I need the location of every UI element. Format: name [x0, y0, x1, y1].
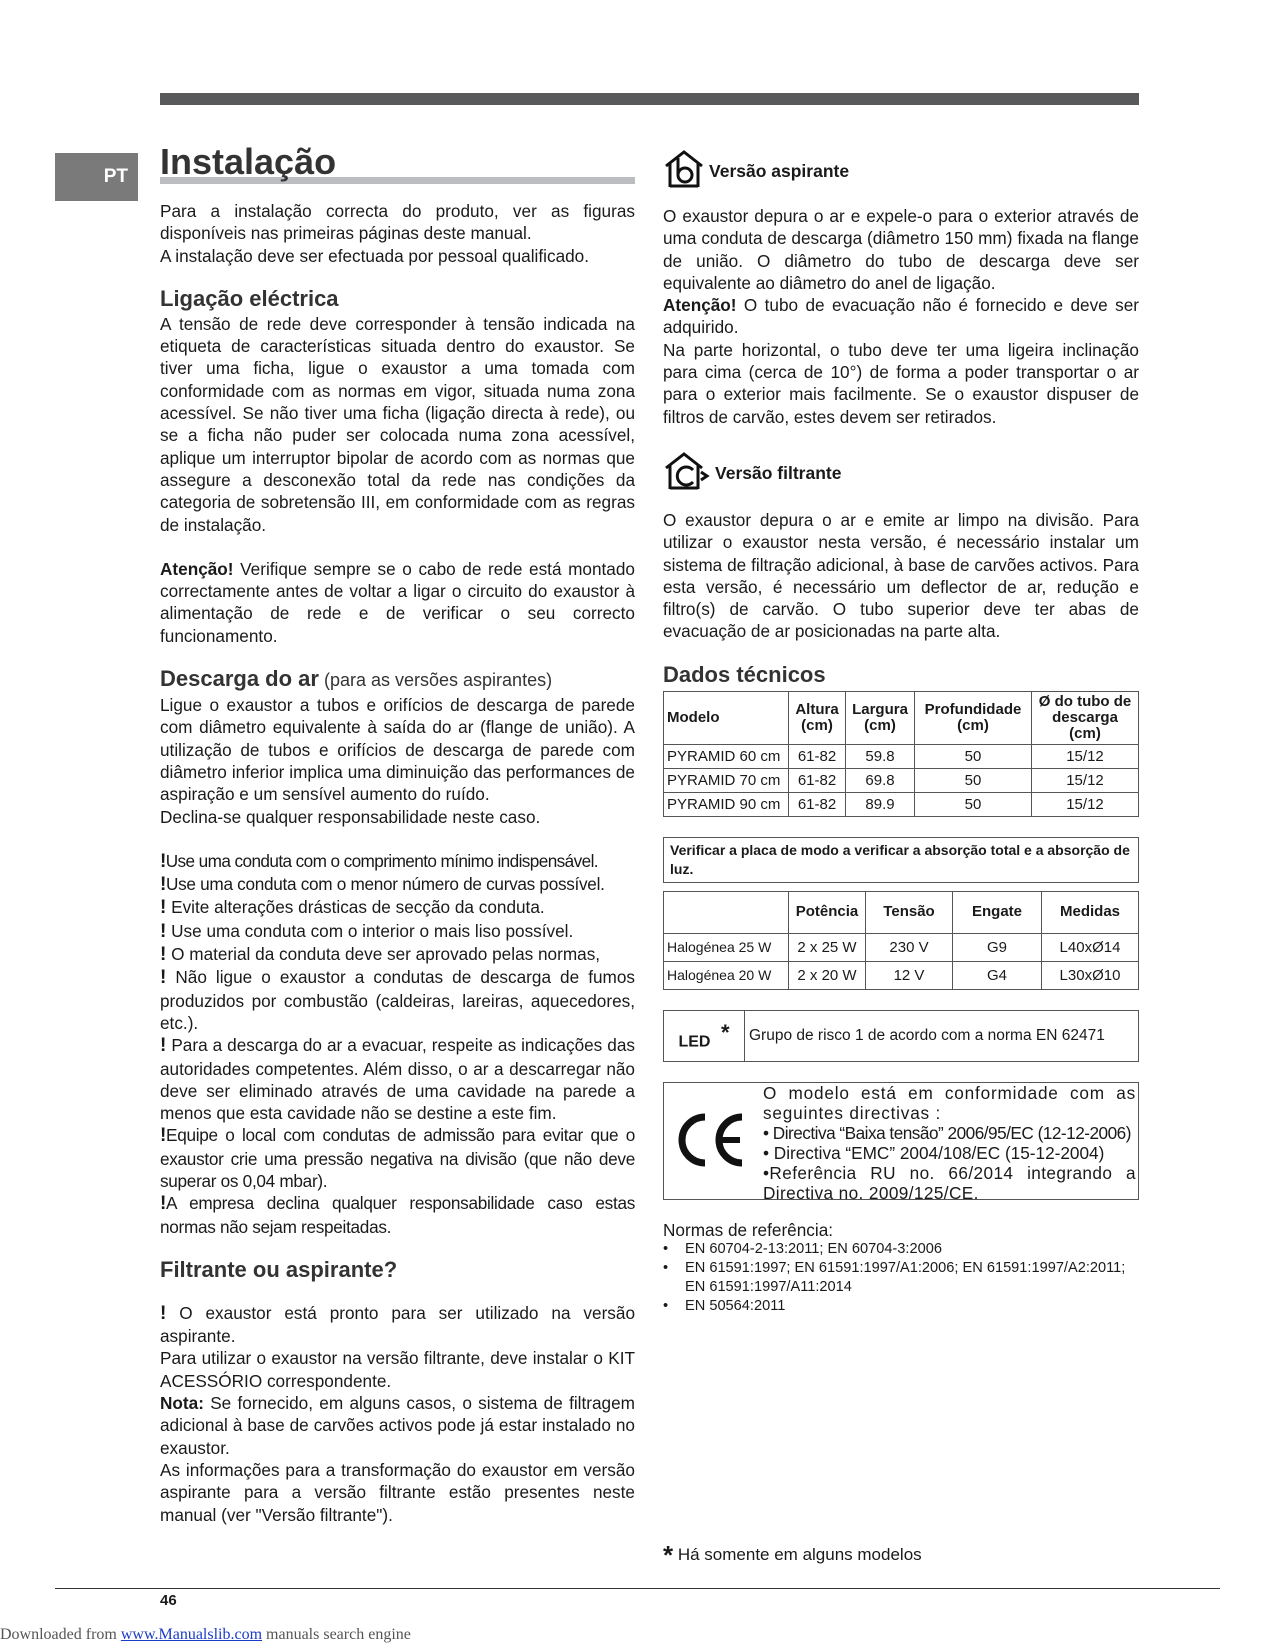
footer-divider	[55, 1588, 1220, 1589]
warning-item: ! Para a descarga do ar a evacuar, respeite as indicações das autoridades competentes. Além disso, o ar a descarregar não deve ser eliminado através de uma cavidade na parede a menos que esta cavidade não se destine a este fim.	[160, 1035, 635, 1124]
table-cell: Halogénea 20 W	[664, 961, 789, 989]
discharge-disclaimer: Declina-se qualquer responsabilidade neste caso.	[160, 806, 541, 827]
table-cell: 59.8	[846, 744, 915, 768]
section-title-filter: Filtrante ou aspirante?	[160, 1256, 398, 1282]
download-prefix: Downloaded from	[0, 1626, 121, 1643]
table-row	[664, 768, 1139, 792]
table-row	[664, 744, 1139, 768]
warning-list	[160, 850, 635, 1238]
filtering-heading	[663, 450, 1139, 497]
filter-text-1: ! O exaustor está pronto para ser utilizado na versão aspirante.	[160, 1302, 635, 1347]
column-header: Tensão	[866, 891, 953, 933]
intro-text: Para a instalação correcta do produto, ver as figuras disponíveis nas primeiras páginas deste manual.	[160, 201, 635, 244]
column-header: Largura (cm)	[846, 691, 915, 744]
list-item: • EN 61591:1997; EN 61591:1997/A1:2006; EN 61591:1997/A2:2011; EN 61591:1997/A11:2014	[663, 1259, 1139, 1297]
warning-item: !Use uma conduta com o menor número de curvas possível.	[160, 874, 605, 896]
warning-item: ! Use uma conduta com o interior o mais liso possível.	[160, 920, 574, 942]
language-tab	[55, 153, 138, 201]
table-header-row	[664, 691, 1139, 744]
table-cell: PYRAMID 70 cm	[664, 768, 789, 792]
discharge-text: Ligue o exaustor a tubos e orifícios de descarga de parede com diâmetro equivalente à saída do ar (flange de união). A utilização de tubos e orifícios de descarga de parede com diâmetro inferior implica uma diminuição das performances de aspiração e um sensível aumento do ruído.	[160, 695, 635, 805]
column-header: Ø do tubo de descarga (cm)	[1032, 691, 1139, 744]
table-cell: PYRAMID 60 cm	[664, 744, 789, 768]
table-cell: 12 V	[866, 961, 953, 989]
filtering-version-icon	[663, 450, 711, 497]
page-title: Instalação	[160, 141, 337, 182]
section-title-tech: Dados técnicos	[663, 661, 826, 687]
ce-directive: • Directiva “EMC” 2004/108/EC (15-12-2004)	[763, 1142, 1105, 1163]
table-header-row	[664, 891, 1139, 933]
electrical-text: A tensão de rede deve corresponder à tensão indicada na etiqueta de características situada dentro do exaustor. Se tiver uma ficha, ligue o exaustor a uma tomada com conformidade com as normas em vigor, situada numa zona acessível. Se não tiver uma ficha (ligação directa à rede), ou se a ficha não puder ser colocada numa zona acessível, aplique um interruptor bipolar de acordo com as normas que assegure a desconexão total da rede nas condições da categoria de sobretensão III, em conformidade com as regras de instalação.	[160, 313, 635, 535]
ce-text-block	[763, 1083, 1136, 1203]
intro-text-2: A instalação deve ser efectuada por pessoal qualificado.	[160, 245, 590, 266]
filtering-title: Versão filtrante	[715, 462, 842, 483]
right-column	[663, 148, 1139, 1316]
table-cell: 61-82	[789, 768, 846, 792]
norms-title: Normas de referência:	[663, 1219, 834, 1240]
ce-conformity-box	[663, 1082, 1139, 1203]
section-title-discharge	[160, 665, 635, 694]
table-row	[664, 961, 1139, 989]
table-row	[664, 792, 1139, 816]
warning-item: ! Evite alterações drásticas de secção da conduta.	[160, 897, 545, 919]
ce-mark-icon	[672, 1111, 748, 1174]
attention-text: Verifique sempre se o cabo de rede está montado correctamente antes de voltar a ligar o circuito do exaustor à alimentação de rede e de verificar o seu correcto funcionamento.	[160, 558, 635, 646]
led-text: Grupo de risco 1 de acordo com a norma EN 62471	[745, 1010, 1139, 1061]
footnote	[663, 1540, 922, 1571]
table-cell: G4	[953, 961, 1042, 989]
table-cell: PYRAMID 90 cm	[664, 792, 789, 816]
discharge-title: Descarga do ar	[160, 666, 319, 692]
note-paragraph	[160, 1392, 635, 1459]
led-asterisk: *	[720, 1020, 730, 1046]
title-block	[160, 140, 635, 186]
table-cell: 15/12	[1032, 744, 1139, 768]
filter-text-2: Para utilizar o exaustor na versão filtrante, deve instalar o KIT ACESSÓRIO correspondente.	[160, 1348, 635, 1391]
aspirating-attention: Atenção! O tubo de evacuação não é fornecido e deve ser adquirido.	[663, 295, 1139, 338]
warning-item: !A empresa declina qualquer responsabilidade caso estas normas não sejam respeitadas.	[160, 1193, 635, 1237]
attention-paragraph	[160, 558, 635, 647]
led-label-cell	[664, 1010, 745, 1061]
column-header: Potência	[789, 891, 866, 933]
led-label: LED	[678, 1033, 711, 1051]
table-cell: 50	[915, 744, 1032, 768]
table-cell: 61-82	[789, 744, 846, 768]
aspirating-heading	[663, 148, 1139, 195]
note-label: Nota:	[160, 1393, 204, 1414]
ce-directive: • Directiva “Baixa tensão” 2006/95/EC (12-12-2006)	[763, 1122, 1131, 1143]
page-number: 46	[160, 1592, 177, 1609]
tech-data-table	[663, 691, 1139, 817]
column-header: Engate	[953, 891, 1042, 933]
table-cell: 50	[915, 792, 1032, 816]
column-header: Profundidade (cm)	[915, 691, 1032, 744]
norms-list	[663, 1240, 1139, 1316]
table-cell: G9	[953, 933, 1042, 961]
column-header: Modelo	[664, 691, 789, 744]
warning-item: !Use uma conduta com o comprimento mínimo indispensável.	[160, 850, 598, 872]
table-row	[664, 1010, 1139, 1061]
filter-text-3: As informações para a transformação do exaustor em versão aspirante para a versão filtrante estão presentes neste manual (ver "Versão filtrante").	[160, 1459, 635, 1525]
table-cell: 2 x 20 W	[789, 961, 866, 989]
warning-item: ! Não ligue o exaustor a condutas de descarga de fumos produzidos por combustão (caldeiras, lareiras, aquecedores, etc.).	[160, 967, 635, 1033]
list-item: • EN 50564:2011	[663, 1297, 1139, 1316]
table-cell: 2 x 25 W	[789, 933, 866, 961]
download-credit	[0, 1626, 411, 1644]
table-cell: 15/12	[1032, 768, 1139, 792]
aspirating-version-icon	[663, 148, 705, 195]
table-cell: 89.9	[846, 792, 915, 816]
attention-label: Atenção!	[160, 558, 234, 579]
aspirating-title: Versão aspirante	[709, 161, 850, 181]
aspirating-text-3: Na parte horizontal, o tubo deve ter uma ligeira inclinação para cima (cerca de 10°) de forma a poder transportar o ar para o exterior mais facilmente. Se o exaustor dispuser de filtros de carvão, estes devem ser retirados.	[663, 339, 1139, 427]
table-cell: L30xØ10	[1042, 961, 1139, 989]
aspirating-text-1: O exaustor depura o ar e expele-o para o exterior através de uma conduta de descarga (diâmetro 150 mm) fixada na flange de união. O diâmetro do tubo de descarga deve ser equivalente ao diâmetro do anel de ligação.	[663, 206, 1139, 293]
table-cell: Halogénea 25 W	[664, 933, 789, 961]
warning-item: !Equipe o local com condutas de admissão para evitar que o exaustor crie uma pressão negativa na divisão (que não deve superar os 0,04 mbar).	[160, 1125, 635, 1191]
table-row	[664, 933, 1139, 961]
language-code: PT	[103, 166, 128, 187]
warning-item: ! O material da conduta deve ser aprovado pelas normas,	[160, 944, 601, 966]
table-cell: 69.8	[846, 768, 915, 792]
table-cell: 61-82	[789, 792, 846, 816]
column-header: Altura (cm)	[789, 691, 846, 744]
manualslib-link[interactable]: www.Manualslib.com	[120, 1626, 263, 1643]
verify-note-box	[663, 837, 1139, 883]
header-bar	[160, 93, 1139, 105]
list-item: • EN 60704-2-13:2011; EN 60704-3:2006	[663, 1240, 1139, 1259]
ce-intro: O modelo está em conformidade com as seguintes directivas :	[763, 1082, 1136, 1123]
left-column	[160, 200, 635, 1526]
led-table	[663, 1010, 1139, 1062]
footnote-asterisk: *	[663, 1540, 674, 1570]
lamp-table	[663, 891, 1139, 990]
verify-note: Verificar a placa de modo a verificar a absorção total e a absorção de luz.	[670, 841, 1130, 877]
column-header	[664, 891, 789, 933]
discharge-subtitle: (para as versões aspirantes)	[318, 670, 553, 691]
table-cell: L40xØ14	[1042, 933, 1139, 961]
footnote-text: Há somente em alguns modelos	[673, 1545, 922, 1564]
note-text: Se fornecido, em alguns casos, o sistema de filtragem adicional à base de carvões activos pode já estar instalado no exaustor.	[160, 1393, 635, 1458]
ce-directive: •Referência RU no. 66/2014 integrando a Directiva no. 2009/125/CE.	[763, 1162, 1136, 1203]
table-cell: 50	[915, 768, 1032, 792]
column-header: Medidas	[1042, 891, 1139, 933]
section-title-electrical: Ligação eléctrica	[160, 285, 339, 311]
download-suffix: manuals search engine	[262, 1626, 411, 1643]
table-cell: 15/12	[1032, 792, 1139, 816]
filtering-text: O exaustor depura o ar e emite ar limpo na divisão. Para utilizar o exaustor nesta versão, é necessário instalar um sistema de filtração adicional, à base de carvões activos. Para esta versão, é necessário um deflector de ar, redução e filtro(s) de carvão. O tubo superior deve ter abas de evacuação de ar posicionadas na parte alta.	[663, 509, 1139, 642]
table-cell: 230 V	[866, 933, 953, 961]
